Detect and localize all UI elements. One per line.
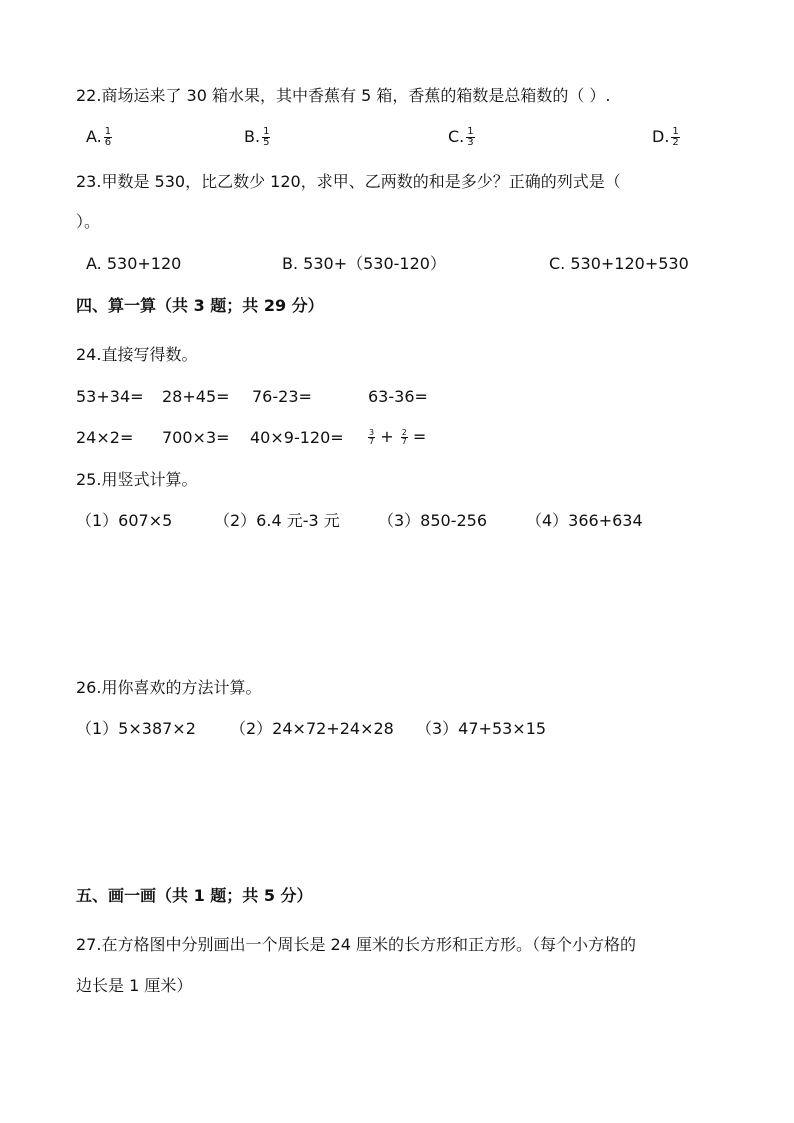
q26-item-1: （1）5×387×2 <box>76 719 196 738</box>
fraction-denominator: 6 <box>104 137 112 148</box>
q22-option-a-label: A. <box>86 127 102 146</box>
q22-option-b <box>244 127 270 148</box>
fraction-three-sevenths <box>368 429 375 446</box>
q25-item-1: （1）607×5 <box>76 511 173 530</box>
q23-stem-line1: 23.甲数是 530，比乙数少 120，求甲、乙两数的和是多少？正确的列式是（ <box>76 172 621 191</box>
fraction-denominator: 7 <box>401 437 407 446</box>
q24-item-1: 53+34= <box>76 387 144 406</box>
q22-stem: 22.商场运来了 30 箱水果，其中香蕉有 5 箱，香蕉的箱数是总箱数的（ ）. <box>76 86 611 105</box>
q22-option-d <box>652 127 680 148</box>
q24-item-7: 40×9-120= <box>250 428 344 447</box>
fraction-denominator: 3 <box>467 137 474 148</box>
q22-option-c <box>448 127 475 148</box>
q24-item-5: 24×2= <box>76 428 134 447</box>
q23-stem-line2: ）。 <box>76 212 101 231</box>
fraction-numerator: 1 <box>104 126 112 137</box>
q25-item-4: （4）366+634 <box>526 511 643 530</box>
q22-option-a <box>86 127 112 148</box>
q25-item-3: （3）850-256 <box>378 511 488 530</box>
q24-item-6: 700×3= <box>162 428 230 447</box>
fraction-denominator: 7 <box>369 437 375 446</box>
q22-option-d-fraction <box>671 127 679 148</box>
q24-item-4: 63-36= <box>368 387 428 406</box>
q22-option-b-fraction <box>262 127 270 148</box>
q22-option-d-label: D. <box>652 127 670 146</box>
fraction-denominator: 5 <box>263 137 270 148</box>
q24-item-2: 28+45= <box>162 387 230 406</box>
q22-option-a-fraction <box>104 127 112 148</box>
plus-sign: + <box>380 427 394 446</box>
fraction-numerator: 3 <box>369 428 375 437</box>
q24-item-3: 76-23= <box>252 387 312 406</box>
fraction-two-sevenths <box>401 429 408 446</box>
q23-option-a: A. 530+120 <box>86 254 182 273</box>
section-4-title: 四、算一算（共 3 题；共 29 分） <box>76 296 324 315</box>
q23-option-c: C. 530+120+530 <box>549 254 689 273</box>
fraction-numerator: 1 <box>467 126 474 137</box>
q26-item-3: （3）47+53×15 <box>416 719 547 738</box>
fraction-denominator: 2 <box>672 137 679 148</box>
equals-sign: = <box>412 427 427 446</box>
section-5-title: 五、画一画（共 1 题；共 5 分） <box>76 886 313 905</box>
q24-fraction-expression <box>366 427 426 447</box>
q27-line2: 边长是 1 厘米） <box>76 976 193 995</box>
q22-option-c-label: C. <box>448 127 465 146</box>
q22-option-b-label: B. <box>244 127 261 146</box>
fraction-numerator: 2 <box>401 428 407 437</box>
q26-stem: 26.用你喜欢的方法计算。 <box>76 678 262 697</box>
fraction-numerator: 1 <box>263 126 270 137</box>
q25-stem: 25.用竖式计算。 <box>76 470 198 489</box>
q24-stem: 24.直接写得数。 <box>76 345 198 364</box>
q27-line1: 27.在方格图中分别画出一个周长是 24 厘米的长方形和正方形。（每个小方格的 <box>76 935 636 954</box>
q23-option-b: B. 530+（530-120） <box>282 254 446 273</box>
q26-item-2: （2）24×72+24×28 <box>230 719 394 738</box>
q22-option-c-fraction <box>466 127 474 148</box>
fraction-numerator: 1 <box>672 126 679 137</box>
q25-item-2: （2）6.4 元-3 元 <box>214 511 340 530</box>
